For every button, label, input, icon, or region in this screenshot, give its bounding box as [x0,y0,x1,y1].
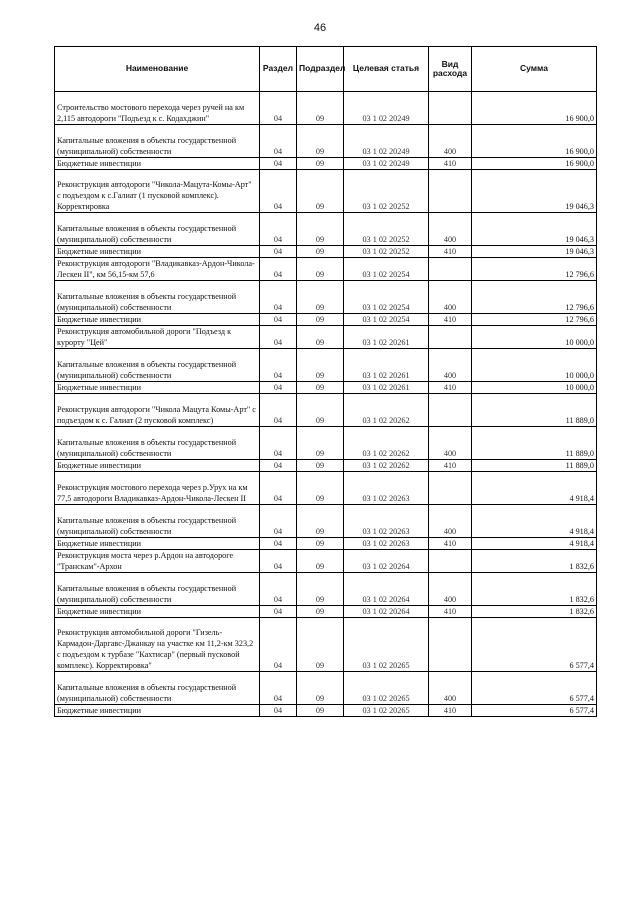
cell-type [429,618,472,672]
cell-article: 03 1 02 20263 [344,505,429,538]
cell-type: 410 [429,705,472,717]
cell-section: 04 [260,505,297,538]
cell-sum: 19 046,3 [472,213,597,246]
cell-type: 410 [429,246,472,258]
cell-article: 03 1 02 20261 [344,382,429,394]
table-row [55,125,597,158]
cell-subsection: 09 [297,158,344,170]
cell-name: Капитальные вложения в объекты государственной (муниципальной) собственности [55,349,260,382]
cell-section: 04 [260,427,297,460]
cell-subsection: 09 [297,349,344,382]
cell-sum: 11 889,0 [472,394,597,427]
cell-name: Бюджетные инвестиции [55,538,260,550]
cell-sum: 4 918,4 [472,472,597,505]
cell-subsection: 09 [297,606,344,618]
cell-sum: 6 577,4 [472,672,597,705]
cell-subsection: 09 [297,672,344,705]
cell-sum: 1 832,6 [472,573,597,606]
cell-type: 410 [429,606,472,618]
table-row [55,213,597,246]
cell-sum: 4 918,4 [472,538,597,550]
cell-section: 04 [260,314,297,326]
cell-section: 04 [260,349,297,382]
cell-subsection: 09 [297,125,344,158]
cell-subsection: 09 [297,550,344,573]
table-row [55,394,597,427]
table-row [55,281,597,314]
table-row [55,550,597,573]
cell-section: 04 [260,158,297,170]
cell-sum: 12 796,6 [472,258,597,281]
cell-subsection: 09 [297,394,344,427]
budget-table [54,46,597,717]
cell-article: 03 1 02 20264 [344,573,429,606]
cell-article: 03 1 02 20254 [344,314,429,326]
cell-subsection: 09 [297,92,344,125]
cell-sum: 4 918,4 [472,505,597,538]
table-row [55,672,597,705]
cell-sum: 10 000,0 [472,326,597,349]
cell-name: Капитальные вложения в объекты государственной (муниципальной) собственности [55,281,260,314]
cell-sum: 16 900,0 [472,92,597,125]
cell-type [429,170,472,213]
cell-type: 400 [429,125,472,158]
cell-subsection: 09 [297,246,344,258]
cell-subsection: 09 [297,213,344,246]
cell-article: 03 1 02 20249 [344,125,429,158]
cell-article: 03 1 02 20252 [344,213,429,246]
cell-article: 03 1 02 20252 [344,246,429,258]
cell-name: Бюджетные инвестиции [55,314,260,326]
cell-name: Бюджетные инвестиции [55,460,260,472]
cell-section: 04 [260,618,297,672]
cell-subsection: 09 [297,326,344,349]
cell-subsection: 09 [297,573,344,606]
table-row [55,158,597,170]
cell-name: Капитальные вложения в объекты государственной (муниципальной) собственности [55,573,260,606]
cell-name: Капитальные вложения в объекты государственной (муниципальной) собственности [55,213,260,246]
cell-name: Реконструкция мостового перехода через р.Урух на км 77,5 автодороги Владикавказ-Ардон-Чикола-Лескен II [55,472,260,505]
cell-type: 400 [429,281,472,314]
cell-section: 04 [260,573,297,606]
cell-name: Реконструкция автомобильной дороги "Подъезд к курорту "Цей" [55,326,260,349]
cell-article: 03 1 02 20265 [344,705,429,717]
cell-name: Бюджетные инвестиции [55,606,260,618]
cell-type [429,92,472,125]
cell-section: 04 [260,326,297,349]
header-subsection: Подраздел [297,47,344,92]
cell-type: 410 [429,158,472,170]
cell-section: 04 [260,672,297,705]
cell-name: Капитальные вложения в объекты государственной (муниципальной) собственности [55,672,260,705]
cell-article: 03 1 02 20263 [344,538,429,550]
cell-article: 03 1 02 20265 [344,672,429,705]
cell-subsection: 09 [297,618,344,672]
cell-type: 410 [429,314,472,326]
cell-subsection: 09 [297,460,344,472]
cell-type: 400 [429,349,472,382]
cell-sum: 10 000,0 [472,382,597,394]
table-header [55,47,597,92]
cell-section: 04 [260,472,297,505]
cell-sum: 16 900,0 [472,158,597,170]
cell-section: 04 [260,538,297,550]
cell-sum: 10 000,0 [472,349,597,382]
cell-sum: 16 900,0 [472,125,597,158]
cell-article: 03 1 02 20263 [344,472,429,505]
cell-article: 03 1 02 20261 [344,349,429,382]
table-row [55,472,597,505]
header-section: Раздел [260,47,297,92]
cell-type [429,326,472,349]
table-row [55,573,597,606]
cell-article: 03 1 02 20262 [344,427,429,460]
cell-subsection: 09 [297,427,344,460]
table-row [55,606,597,618]
cell-article: 03 1 02 20262 [344,394,429,427]
table-row [55,618,597,672]
page-number: 46 [313,22,327,34]
table-row [55,705,597,717]
cell-name: Реконструкция автодороги "Чикола-Мацута-Комы-Арт" с подъездом к с.Галиат (1 пусковой комплекс). Корректировка [55,170,260,213]
cell-section: 04 [260,246,297,258]
cell-section: 04 [260,170,297,213]
cell-subsection: 09 [297,314,344,326]
cell-subsection: 09 [297,705,344,717]
cell-sum: 6 577,4 [472,618,597,672]
cell-article: 03 1 02 20264 [344,550,429,573]
cell-type [429,550,472,573]
cell-sum: 12 796,6 [472,314,597,326]
table-row [55,538,597,550]
header-type: Вид расхода [429,47,472,92]
cell-section: 04 [260,394,297,427]
cell-name: Бюджетные инвестиции [55,246,260,258]
cell-subsection: 09 [297,472,344,505]
cell-name: Реконструкция автодороги "Владикавказ-Ардон-Чикола-Лескен II", км 56,15-км 57,6 [55,258,260,281]
table-row [55,258,597,281]
table-row [55,246,597,258]
cell-article: 03 1 02 20262 [344,460,429,472]
table-row [55,349,597,382]
cell-section: 04 [260,281,297,314]
cell-name: Бюджетные инвестиции [55,382,260,394]
cell-type [429,394,472,427]
cell-article: 03 1 02 20252 [344,170,429,213]
table-body [55,92,597,717]
table-row [55,314,597,326]
table-row [55,170,597,213]
cell-name: Реконструкция автомобильной дороги "Гизель-Кармадон-Даргавс-Джанкау на участке км 11,2-км 323,2 с подъездом к турбазе "Кахтисар" (первый пусковой комплекс). Корректировка" [55,618,260,672]
cell-article: 03 1 02 20254 [344,281,429,314]
header-name: Наименование [55,47,260,92]
table-row [55,460,597,472]
cell-article: 03 1 02 20264 [344,606,429,618]
cell-article: 03 1 02 20261 [344,326,429,349]
header-sum: Сумма [472,47,597,92]
cell-name: Бюджетные инвестиции [55,705,260,717]
cell-article: 03 1 02 20249 [344,158,429,170]
cell-subsection: 09 [297,281,344,314]
cell-subsection: 09 [297,170,344,213]
table-row [55,382,597,394]
cell-type: 410 [429,460,472,472]
table-row [55,505,597,538]
header-article: Целевая статья [344,47,429,92]
cell-name: Строительство мостового перехода через ручей на км 2,115 автодороги "Подъезд к с. Кодахджин" [55,92,260,125]
cell-sum: 1 832,6 [472,550,597,573]
cell-type: 410 [429,382,472,394]
cell-type [429,472,472,505]
cell-sum: 11 889,0 [472,460,597,472]
cell-sum: 19 046,3 [472,170,597,213]
cell-type: 400 [429,672,472,705]
cell-section: 04 [260,606,297,618]
cell-article: 03 1 02 20254 [344,258,429,281]
cell-section: 04 [260,550,297,573]
cell-section: 04 [260,213,297,246]
cell-type [429,258,472,281]
cell-subsection: 09 [297,258,344,281]
cell-name: Бюджетные инвестиции [55,158,260,170]
cell-type: 400 [429,505,472,538]
cell-sum: 1 832,6 [472,606,597,618]
cell-name: Капитальные вложения в объекты государственной (муниципальной) собственности [55,125,260,158]
cell-section: 04 [260,92,297,125]
table-row [55,92,597,125]
cell-article: 03 1 02 20249 [344,92,429,125]
cell-name: Реконструкция моста через р.Ардон на автодороге "Транскам"-Архон [55,550,260,573]
cell-section: 04 [260,258,297,281]
cell-sum: 12 796,6 [472,281,597,314]
cell-sum: 6 577,4 [472,705,597,717]
cell-type: 400 [429,427,472,460]
cell-article: 03 1 02 20265 [344,618,429,672]
table-row [55,326,597,349]
cell-subsection: 09 [297,538,344,550]
cell-name: Капитальные вложения в объекты государственной (муниципальной) собственности [55,505,260,538]
cell-subsection: 09 [297,382,344,394]
cell-sum: 19 046,3 [472,246,597,258]
cell-name: Реконструкция автодороги "Чикола Мацута Комы-Арт" с подъездом к с. Галиат (2 пусковой комплекс) [55,394,260,427]
cell-type: 400 [429,573,472,606]
cell-type: 410 [429,538,472,550]
cell-section: 04 [260,705,297,717]
cell-section: 04 [260,382,297,394]
cell-type: 400 [429,213,472,246]
cell-name: Капитальные вложения в объекты государственной (муниципальной) собственности [55,427,260,460]
cell-subsection: 09 [297,505,344,538]
cell-sum: 11 889,0 [472,427,597,460]
cell-section: 04 [260,125,297,158]
table-row [55,427,597,460]
cell-section: 04 [260,460,297,472]
